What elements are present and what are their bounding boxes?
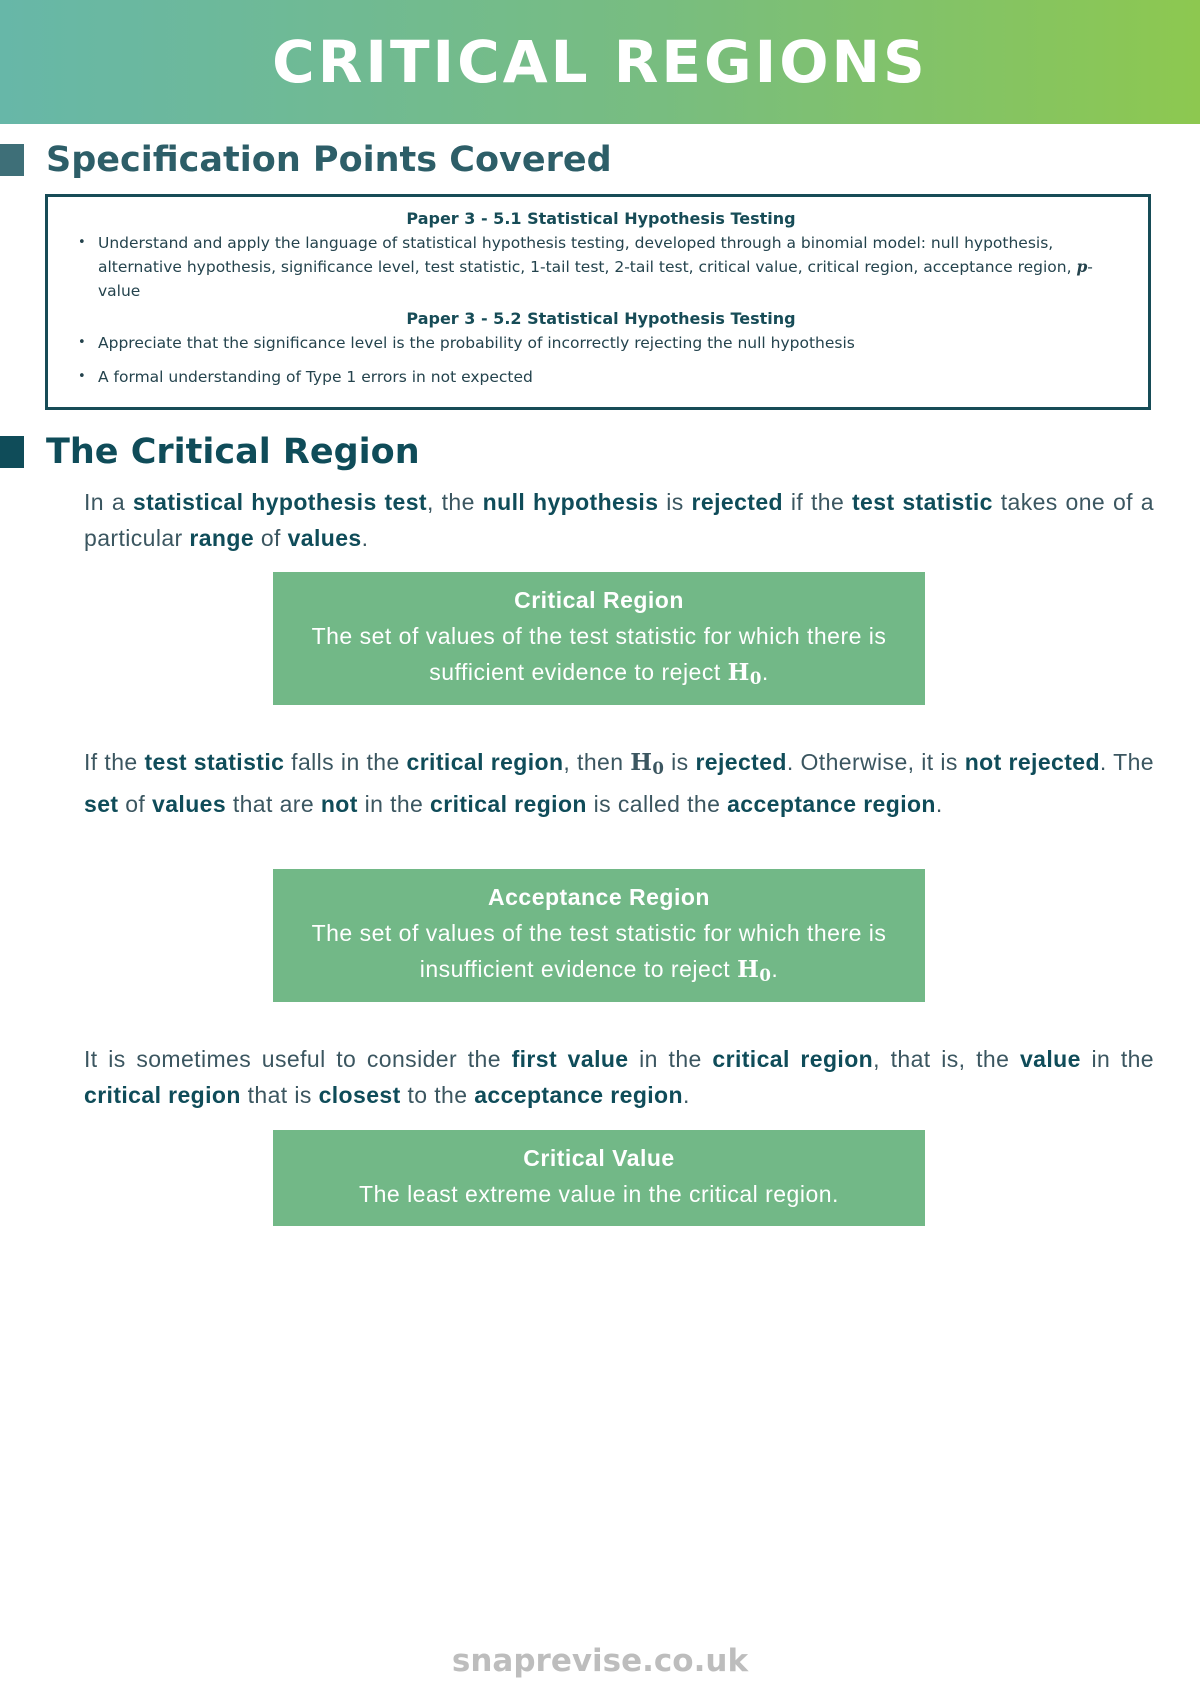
- section-marker: [0, 144, 24, 176]
- h0-symbol: $H_0$: [727, 659, 762, 689]
- definition-text: The set of values of the test statistic for which there is sufficient evidence to reject: [311, 623, 887, 685]
- footer-site-link[interactable]: snaprevise.co.uk: [451, 1643, 749, 1679]
- first-value-paragraph: It is sometimes useful to consider the first value in the critical region, that is, the value in the critical region that is closest to the acceptance region.: [84, 1046, 1154, 1108]
- rejection-paragraph: If the test statistic falls in the critical region, then $H_0$ is rejected. Otherwise, it is not rejected. The set of values that are not in the critical region is called the acceptance region.: [84, 749, 1154, 818]
- spec-section-header: [0, 140, 612, 180]
- spec-paper-heading-5-1: Paper 3 - 5.1 Statistical Hypothesis Testing: [406, 209, 796, 228]
- h0-symbol: $H_0$: [630, 749, 665, 779]
- spec-list-5-1: [78, 231, 1124, 303]
- page-title: CRITICAL REGIONS: [272, 28, 928, 96]
- definition-title: Critical Value: [523, 1145, 675, 1171]
- spec-bullet-text: A formal understanding of Type 1 errors in not expected: [98, 368, 533, 386]
- spec-paper-heading-5-2: Paper 3 - 5.2 Statistical Hypothesis Testing: [406, 309, 796, 328]
- definition-text: The set of values of the test statistic for which there is insufficient evidence to reject: [311, 920, 887, 982]
- definition-title: Critical Region: [514, 587, 684, 613]
- critical-section-title: The Critical Region: [46, 432, 420, 472]
- spec-bullet: [98, 331, 1124, 355]
- intro-paragraph: In a statistical hypothesis test, the null hypothesis is rejected if the test statistic takes one of a particular range of values.: [84, 489, 1154, 551]
- spec-bullet-text: Understand and apply the language of statistical hypothesis testing, developed through a binomial model: null hypothesis, alternative hypothesis, significance level, test statistic, 1-tail test, 2-tail test, critical value, critical region, acceptance region,: [98, 234, 1077, 276]
- critical-section-header: [0, 432, 420, 472]
- acceptance-region-definition-box: Acceptance Region The set of values of the test statistic for which there is insufficient evidence to reject $H_0$.: [273, 869, 925, 1002]
- definition-title: Acceptance Region: [488, 884, 710, 910]
- spec-section-title: Specification Points Covered: [46, 140, 612, 180]
- h0-symbol: $H_0$: [737, 956, 772, 986]
- section-marker: [0, 436, 24, 468]
- definition-text: The least extreme value in the critical region.: [359, 1181, 839, 1207]
- p-value-symbol: p: [1076, 257, 1088, 276]
- spec-bullet: [98, 365, 1124, 389]
- critical-value-definition-box: [273, 1130, 925, 1226]
- specification-box: [45, 194, 1151, 410]
- p-value-suffix: -value: [98, 258, 1093, 300]
- spec-list-5-2: [78, 331, 1124, 389]
- title-banner: [0, 0, 1200, 124]
- spec-bullet-text: Appreciate that the significance level is the probability of incorrectly rejecting the null hypothesis: [98, 334, 855, 352]
- critical-region-definition-box: Critical Region The set of values of the test statistic for which there is sufficient evidence to reject $H_0$.: [273, 572, 925, 705]
- spec-bullet: [98, 231, 1124, 303]
